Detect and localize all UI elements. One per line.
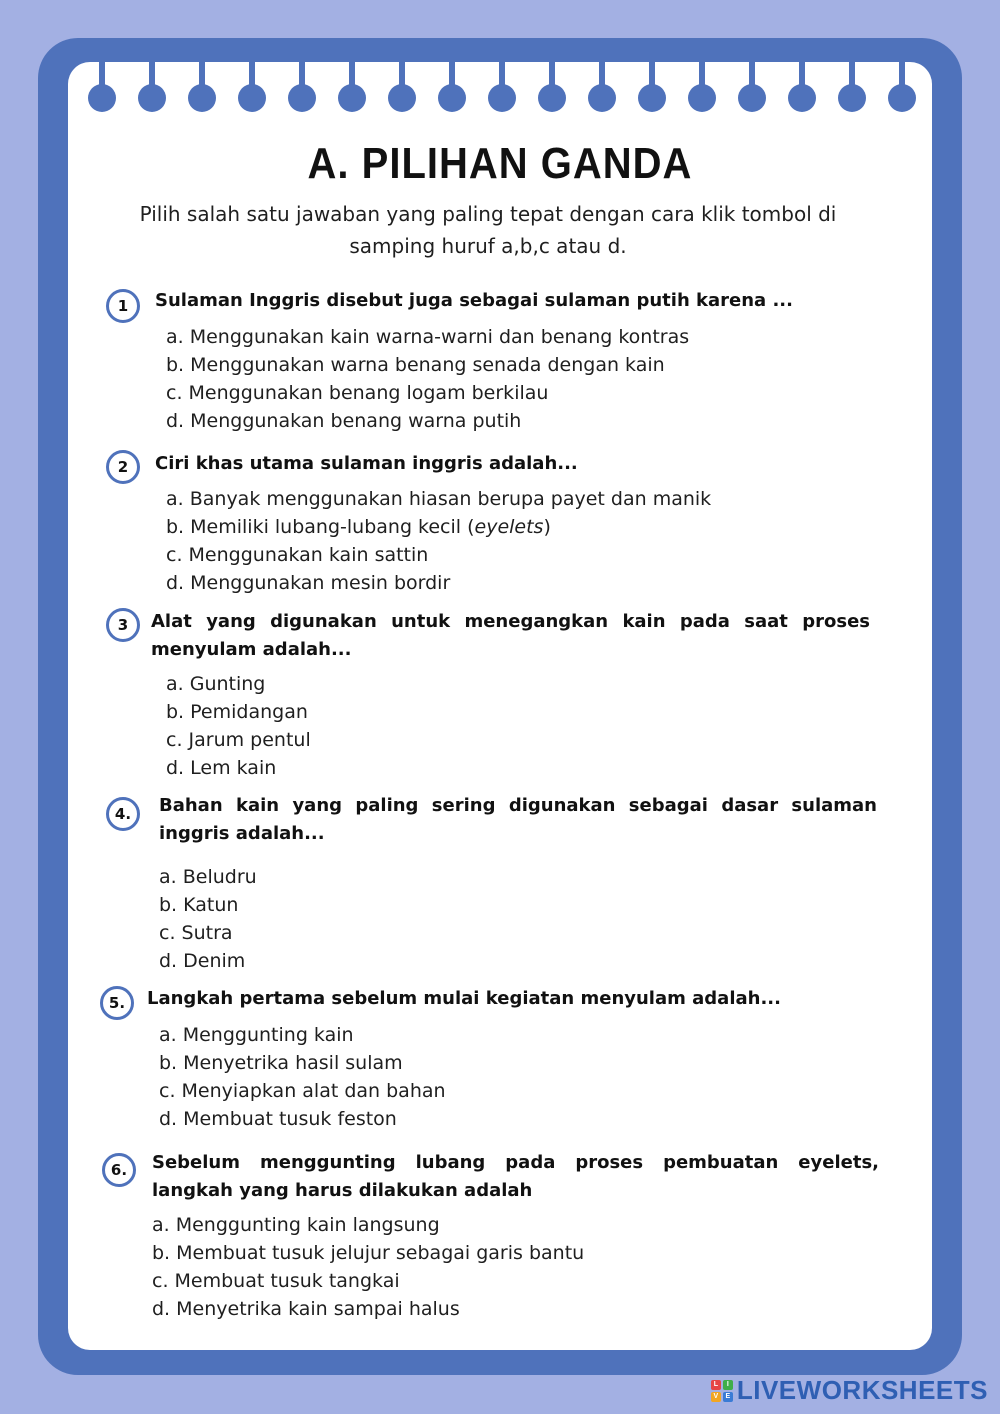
binder-ring xyxy=(738,62,766,114)
option-d[interactable]: d. Menggunakan benang warna putih xyxy=(166,410,522,432)
binder-ring xyxy=(588,62,616,114)
option-d[interactable]: d. Membuat tusuk feston xyxy=(159,1108,397,1130)
instruction-text: Pilih salah satu jawaban yang paling tepat dengan cara klik tombol di samping huruf a,b,c atau d. xyxy=(139,202,837,258)
question-number-badge: 2 xyxy=(106,450,140,484)
option-list xyxy=(152,1211,584,1323)
option-b[interactable]: b. Menggunakan warna benang senada dengan kain xyxy=(166,354,665,376)
option-list xyxy=(159,863,257,975)
option-b[interactable]: b. Katun xyxy=(159,894,239,916)
question-number-badge: 5. xyxy=(100,986,134,1020)
option-c[interactable]: c. Menggunakan kain sattin xyxy=(166,544,429,566)
question-text: Sebelum menggunting lubang pada proses pembuatan eyelets, langkah yang harus dilakukan adalah xyxy=(152,1152,879,1201)
question-number-badge: 4. xyxy=(106,797,140,831)
logo-letter: V xyxy=(711,1392,721,1402)
question-text: Bahan kain yang paling sering digunakan sebagai dasar sulaman inggris adalah... xyxy=(159,795,877,844)
option-list xyxy=(166,670,311,782)
option-d[interactable]: d. Menggunakan mesin bordir xyxy=(166,572,451,594)
liveworksheets-brand xyxy=(711,1375,988,1406)
option-c[interactable]: c. Menyiapkan alat dan bahan xyxy=(159,1080,446,1102)
option-b[interactable]: b. Menyetrika hasil sulam xyxy=(159,1052,403,1074)
question-text: Langkah pertama sebelum mulai kegiatan menyulam adalah... xyxy=(147,988,781,1009)
page-title: A. PILIHAN GANDA xyxy=(307,140,693,188)
logo-letter: L xyxy=(711,1380,721,1390)
option-c[interactable]: c. Menggunakan benang logam berkilau xyxy=(166,382,549,404)
question-number-badge: 6. xyxy=(102,1153,136,1187)
binder-ring xyxy=(188,62,216,114)
option-c[interactable]: c. Sutra xyxy=(159,922,233,944)
binder-ring xyxy=(638,62,666,114)
option-b[interactable]: b. Pemidangan xyxy=(166,701,308,723)
option-a[interactable]: a. Menggunting kain xyxy=(159,1024,354,1046)
liveworksheets-logo-icon xyxy=(711,1380,733,1402)
binder-ring xyxy=(288,62,316,114)
option-b-italic: eyelets xyxy=(474,516,544,538)
logo-letter: I xyxy=(723,1380,733,1390)
option-a[interactable]: a. Gunting xyxy=(166,673,266,695)
option-b[interactable] xyxy=(166,513,711,541)
option-b[interactable]: b. Membuat tusuk jelujur sebagai garis bantu xyxy=(152,1242,585,1264)
option-list xyxy=(166,485,711,597)
option-a[interactable]: a. Menggunakan kain warna-warni dan benang kontras xyxy=(166,326,690,348)
binder-ring xyxy=(488,62,516,114)
binder-ring xyxy=(238,62,266,114)
binder-ring xyxy=(838,62,866,114)
option-d[interactable]: d. Menyetrika kain sampai halus xyxy=(152,1298,460,1320)
option-a[interactable]: a. Banyak menggunakan hiasan berupa payet dan manik xyxy=(166,488,712,510)
option-d[interactable]: d. Denim xyxy=(159,950,246,972)
option-list xyxy=(159,1021,446,1133)
option-d[interactable]: d. Lem kain xyxy=(166,757,277,779)
option-a[interactable]: a. Menggunting kain langsung xyxy=(152,1214,440,1236)
option-list xyxy=(166,323,689,435)
question-text: Sulaman Inggris disebut juga sebagai sulaman putih karena ... xyxy=(155,290,793,311)
option-a[interactable]: a. Beludru xyxy=(159,866,257,888)
binder-ring xyxy=(788,62,816,114)
question-text: Ciri khas utama sulaman inggris adalah... xyxy=(155,453,578,474)
question-number-badge: 1 xyxy=(106,289,140,323)
binder-ring xyxy=(338,62,366,114)
binder-ring xyxy=(888,62,916,114)
binder-ring xyxy=(438,62,466,114)
logo-letter: E xyxy=(723,1392,733,1402)
brand-name: LIVEWORKSHEETS xyxy=(736,1375,988,1405)
binder-ring xyxy=(688,62,716,114)
binder-ring xyxy=(138,62,166,114)
binder-ring xyxy=(538,62,566,114)
binder-ring xyxy=(88,62,116,114)
option-c[interactable]: c. Membuat tusuk tangkai xyxy=(152,1270,400,1292)
option-c[interactable]: c. Jarum pentul xyxy=(166,729,311,751)
option-b-close: ) xyxy=(543,516,551,538)
question-number-badge: 3 xyxy=(106,608,140,642)
option-b-text: b. Memiliki lubang-lubang kecil ( xyxy=(166,516,475,538)
binder-ring xyxy=(388,62,416,114)
question-text: Alat yang digunakan untuk menegangkan kain pada saat proses menyulam adalah... xyxy=(151,611,870,660)
